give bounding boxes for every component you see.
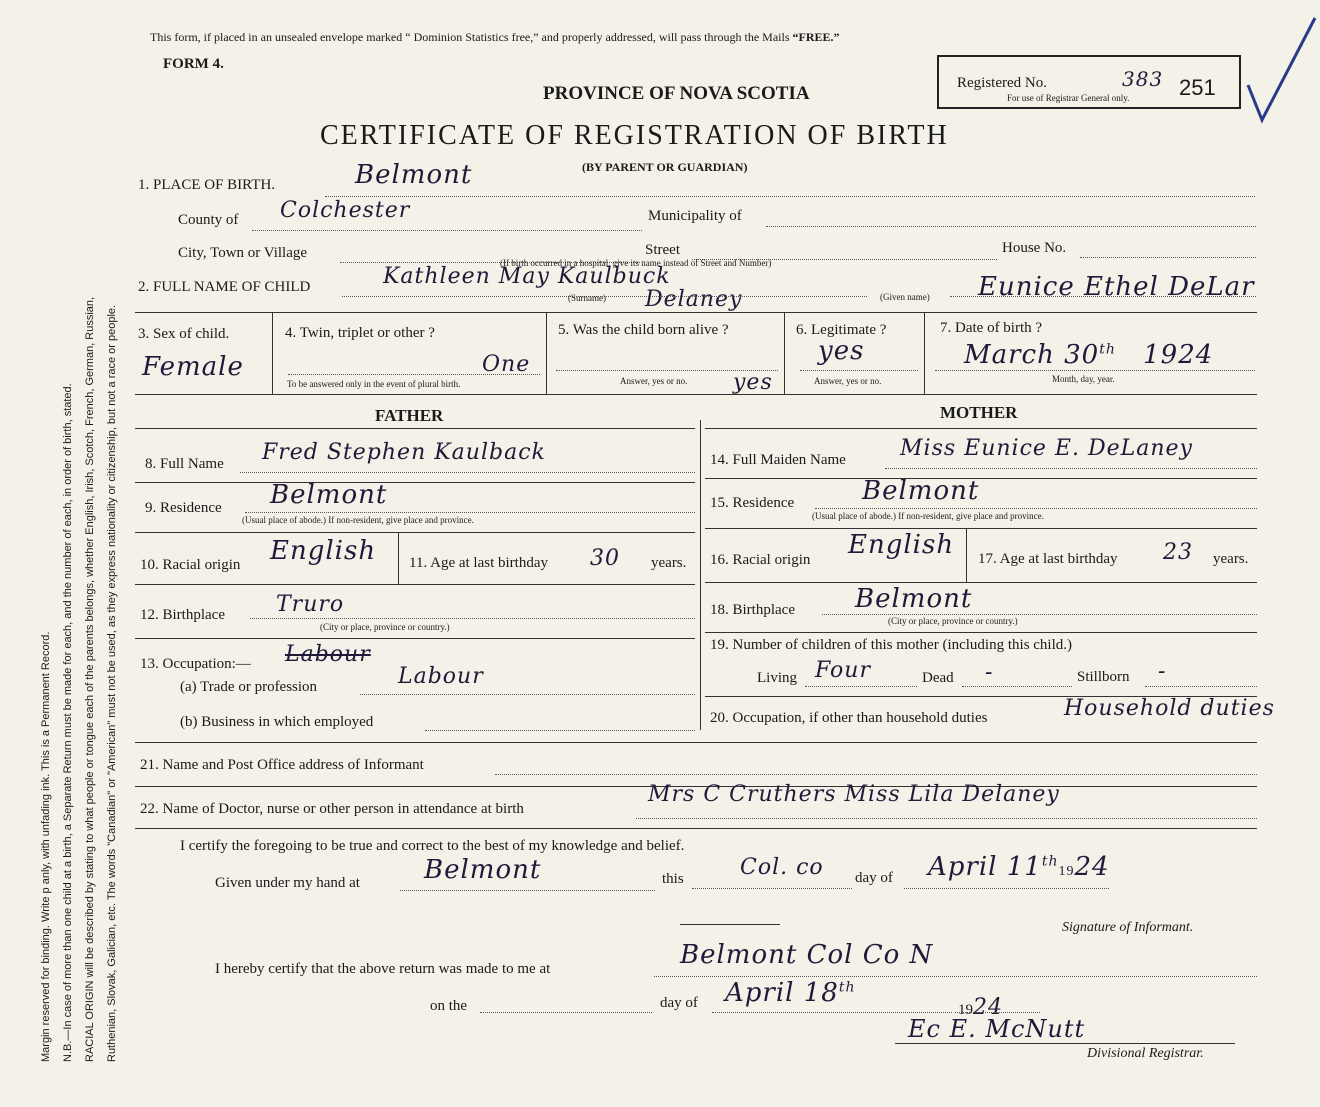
margin-note: Margin reserved for binding. Write p anly, with unfading ink. This is a Permanent Record. [40,631,52,1062]
registered-box [937,55,1241,109]
living-label: Living [757,670,797,686]
mail-notice: This form, if placed in an unsealed envelope marked “ Dominion Statistics free,” and properly addressed, will pass through the Mails “FREE.” [150,30,840,44]
dead-label: Dead [922,670,954,686]
dob-note: Month, day, year. [1052,374,1115,384]
mother-age-value: 23 [1163,540,1193,565]
dob-month-day: March 30 [964,340,1100,370]
mother-name-value: Miss Eunice E. DeLaney [900,436,1193,461]
place-value: Belmont [355,160,473,190]
registered-note: For use of Registrar General only. [1007,93,1130,103]
child-value-2: Delaney [645,287,743,312]
father-birth-note: (City or place, province or country.) [320,622,450,632]
trade-value: Labour [398,664,484,689]
mother-birth-note: (City or place, province or country.) [888,616,1018,626]
mother-race-label: 16. Racial origin [710,552,811,568]
place-label: 1. PLACE OF BIRTH. [138,177,276,193]
registered-label: Registered No. [957,75,1047,91]
hospital-note: (If birth occurred in a hospital, give its name instead of Street and Number) [500,258,772,268]
mother-res-value: Belmont [862,476,980,506]
informant-signature-label: Signature of Informant. [1062,920,1194,935]
mother-occ-value: Household duties [1064,696,1275,721]
day-of-label: day of [855,870,893,886]
mother-race-value: English [848,530,955,560]
province: PROVINCE OF NOVA SCOTIA [543,83,810,104]
living-value: Four [815,658,871,683]
dob-suffix: th [1099,341,1116,358]
racial-note-1: RACIAL ORIGIN will be described by stating to what people or tongue each of the parents belongs, whether English, Irish, Scotch, French, German, Russian, [84,296,96,1062]
certify-statement: I certify the foregoing to be true and correct to the best of my knowledge and belief. [180,838,685,854]
certify-date [928,852,1110,882]
mother-birth-value: Belmont [855,584,973,614]
registrar-day: April 18 [725,978,839,1008]
mother-birth-label: 18. Birthplace [710,602,795,618]
legit-label: 6. Legitimate ? [796,322,887,338]
given-note: (Given name) [880,292,930,302]
certify-day-suffix: th [1041,853,1059,870]
alive-label: 5. Was the child born alive ? [558,322,729,338]
doctor-label: 22. Name of Doctor, nurse or other person in attendance at birth [140,801,524,817]
certify-year-prefix: 19 [1058,864,1075,879]
form-number: FORM 4. [163,56,224,72]
occupation-value: Labour [285,642,371,667]
twin-label: 4. Twin, triplet or other ? [285,325,435,341]
municipality-label: Municipality of [648,208,742,224]
mother-res-label: 15. Residence [710,495,795,511]
divisional-registrar-label: Divisional Registrar. [1087,1046,1204,1061]
county-value: Colchester [280,198,411,223]
nb-note: N.B.—In case of more than one child at a birth, a Separate Return must be made for each, and the number of each, in order of birth, stated. [62,383,74,1062]
given-place: Belmont [424,855,542,885]
house-label: House No. [1002,240,1067,256]
father-race-value: English [270,536,377,566]
sex-value: Female [142,352,244,382]
mother-heading: MOTHER [940,403,1018,422]
registered-value-a: 383 [1122,67,1164,91]
father-age-years: years. [651,555,687,571]
check-mark-icon [1240,10,1320,130]
page-title: CERTIFICATE OF REGISTRATION OF BIRTH [320,120,949,151]
trade-label: (a) Trade or profession [180,679,318,695]
certify-year: 24 [1074,852,1110,882]
given-label: Given under my hand at [215,875,360,891]
this-label: this [662,871,684,887]
father-heading: FATHER [375,406,444,425]
registrar-date [725,978,855,1008]
street-label: Street [645,242,680,258]
occupation-label: 13. Occupation:— [140,656,251,672]
stillborn-value: - [1158,659,1167,684]
on-the-label: on the [430,998,468,1014]
dob-label: 7. Date of birth ? [940,320,1043,336]
this-value: Col. co [740,855,824,880]
certify-day: April 11 [928,852,1042,882]
subtitle: (BY PARENT OR GUARDIAN) [582,160,748,174]
registrar-statement: I hereby certify that the above return was made to me at [215,961,551,977]
father-name-value: Fred Stephen Kaulback [262,440,546,465]
registrar-signature: Ec E. McNutt [908,1015,1086,1043]
dob-year: 1924 [1143,340,1214,370]
sex-label: 3. Sex of child. [138,326,230,342]
racial-note-2: Ruthenian, Slovak, Galician, etc. The words "Canadian" or "American" must not be used, as they express nationality or citizenship, but not a race or people. [106,304,118,1062]
child-label: 2. FULL NAME OF CHILD [138,279,311,295]
mother-age-years: years. [1213,551,1249,567]
twin-value: One [482,352,531,377]
child-value: Kathleen May Kaulbuck [383,264,671,289]
stillborn-label: Stillborn [1077,669,1130,685]
registrar-day-suffix: th [838,979,856,996]
father-name-label: 8. Full Name [145,456,224,472]
father-res-note: (Usual place of abode.) If non-resident, give place and province. [242,515,474,525]
legit-note: Answer, yes or no. [814,376,882,386]
children-label: 19. Number of children of this mother (including this child.) [710,637,1073,653]
registrar-year-value: 24 [973,995,1003,1020]
father-res-label: 9. Residence [145,500,222,516]
alive-value: yes [733,370,773,395]
registrar-place: Belmont Col Co N [680,940,934,970]
informant-label: 21. Name and Post Office address of Informant [140,757,424,773]
dob-value [964,340,1213,370]
alive-note: Answer, yes or no. [620,376,688,386]
father-birth-label: 12. Birthplace [140,607,225,623]
twin-note: To be answered only in the event of plural birth. [287,379,461,389]
county-label: County of [178,212,239,228]
mother-res-note: (Usual place of abode.) If non-resident, give place and province. [812,511,1044,521]
dead-value: - [985,660,994,685]
registrar-day-of-label: day of [660,995,698,1011]
mother-occ-label: 20. Occupation, if other than household duties [710,710,988,726]
legit-value: yes [818,336,865,366]
father-birth-value: Truro [276,592,345,617]
surname-note: (Surname) [568,293,606,303]
city-label: City, Town or Village [178,245,308,261]
business-label: (b) Business in which employed [180,714,374,730]
doctor-value: Mrs C Cruthers Miss Lila Delaney [648,782,1060,807]
registered-value-b: 251 [1179,75,1216,100]
given-value: Eunice Ethel DeLar [978,272,1255,302]
mother-name-label: 14. Full Maiden Name [710,452,846,468]
father-res-value: Belmont [270,480,388,510]
father-age-label: 11. Age at last birthday [409,555,548,571]
registrar-year-prefix: 19 [958,1002,973,1018]
mother-age-label: 17. Age at last birthday [978,551,1118,567]
father-age-value: 30 [590,546,620,571]
father-race-label: 10. Racial origin [140,557,241,573]
